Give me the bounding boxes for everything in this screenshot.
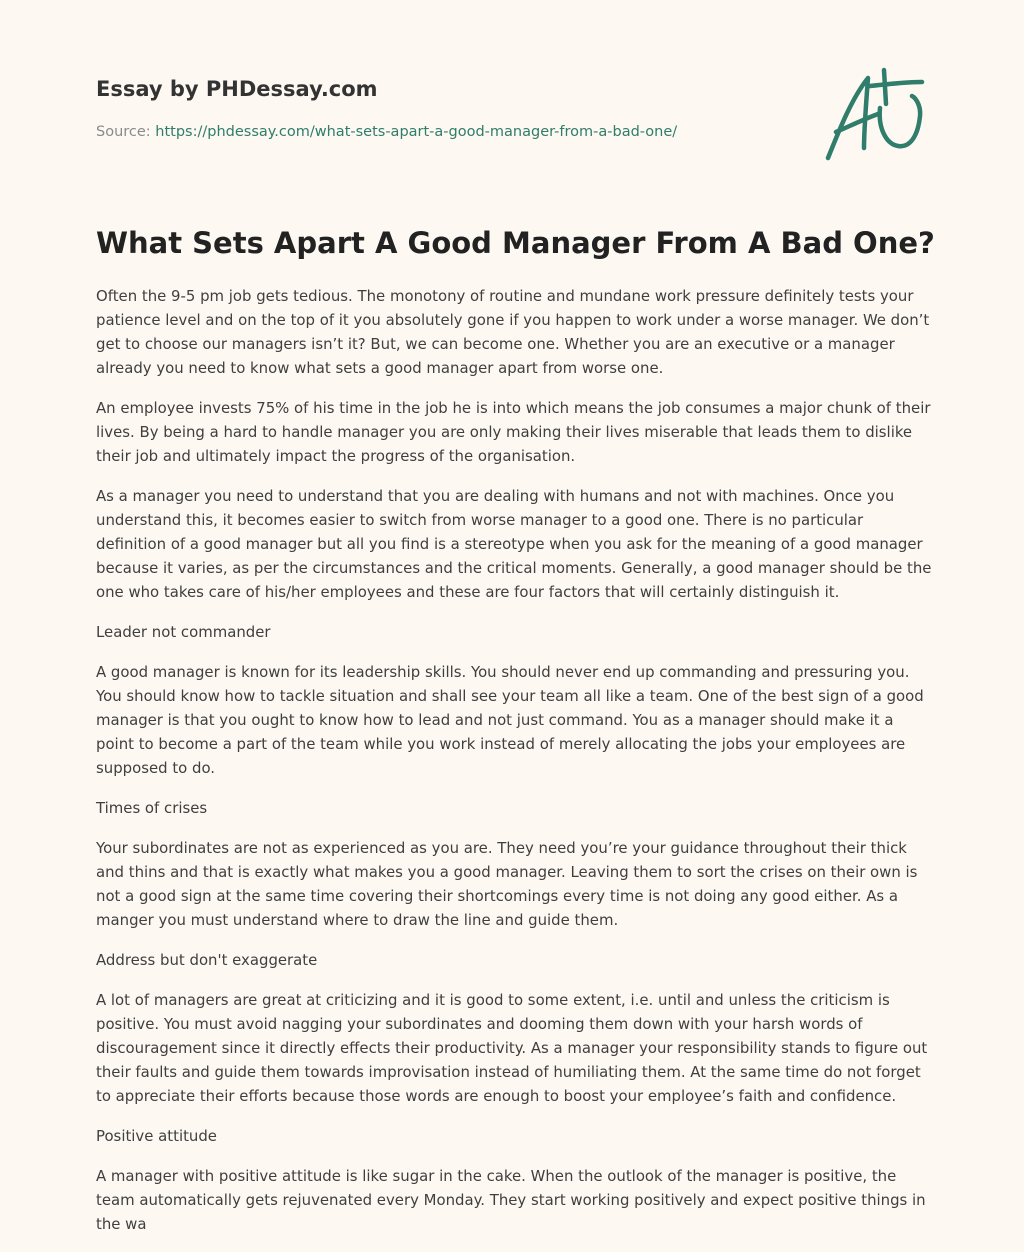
essay-body xyxy=(96,284,932,1252)
a-plus-logo-icon xyxy=(822,64,932,168)
subheading-crises: Times of crises xyxy=(96,799,208,817)
site-title: Essay by PHDessay.com xyxy=(96,77,378,101)
source-link[interactable]: https://phdessay.com/what-sets-apart-a-good-manager-from-a-bad-one/ xyxy=(155,124,678,140)
paragraph-positive: A manager with positive attitude is like sugar in the cake. When the outlook of the manager is positive, the team automatically gets rejuvenated every Monday. They start working positively and expect positive things in the wa xyxy=(96,1167,926,1233)
subheading-positive: Positive attitude xyxy=(96,1127,217,1145)
source-line xyxy=(96,124,677,140)
essay-title: What Sets Apart A Good Manager From A Bad One? xyxy=(96,226,935,260)
paragraph-humans: As a manager you need to understand that you are dealing with humans and not with machines. Once you understand this, it becomes easier to switch from worse manager to a good one. There is no particular definition of a good manager but all you find is a stereotype when you ask for the meaning of a good manager because it varies, as per the circumstances and the critical moments. Generally, a good manager should be the one who takes care of his/her employees and these are four factors that will certainly distinguish it. xyxy=(96,487,932,601)
subheading-leader: Leader not commander xyxy=(96,623,271,641)
paragraph-employee-time: An employee invests 75% of his time in the job he is into which means the job consumes a major chunk of their lives. By being a hard to handle manager you are only making their lives miserable that leads them to dislike their job and ultimately impact the progress of the organisation. xyxy=(96,399,931,465)
paragraph-leader: A good manager is known for its leadership skills. You should never end up commanding and pressuring you. You should know how to tackle situation and shall see your team all like a team. One of the best sign of a good manager is that you ought to know how to lead and not just command. You as a manager should make it a point to become a part of the team while you work instead of merely allocating the jobs your employees are supposed to do. xyxy=(96,663,924,777)
subheading-address: Address but don't exaggerate xyxy=(96,951,318,969)
paragraph-address: A lot of managers are great at criticizing and it is good to some extent, i.e. until and unless the criticism is positive. You must avoid nagging your subordinates and dooming them down with your harsh words of discouragement since it directly effects their productivity. As a manager your responsibility stands to figure out their faults and guide them towards improvisation instead of humiliating them. At the same time do not forget to appreciate their efforts because those words are enough to boost your employee’s faith and confidence. xyxy=(96,991,928,1105)
paragraph-crises: Your subordinates are not as experienced as you are. They need you’re your guidance throughout their thick and thins and that is exactly what makes you a good manager. Leaving them to sort the crises on their own is not a good sign at the same time covering their shortcomings every time is not doing any good either. As a manger you must understand where to draw the line and guide them. xyxy=(96,839,918,929)
source-label: Source: xyxy=(96,124,156,140)
paragraph-intro: Often the 9-5 pm job gets tedious. The monotony of routine and mundane work pressure definitely tests your patience level and on the top of it you absolutely gone if you happen to work under a worse manager. We don’t get to choose our managers isn’t it? But, we can become one. Whether you are an executive or a manager already you need to know what sets a good manager apart from worse one. xyxy=(96,287,930,377)
